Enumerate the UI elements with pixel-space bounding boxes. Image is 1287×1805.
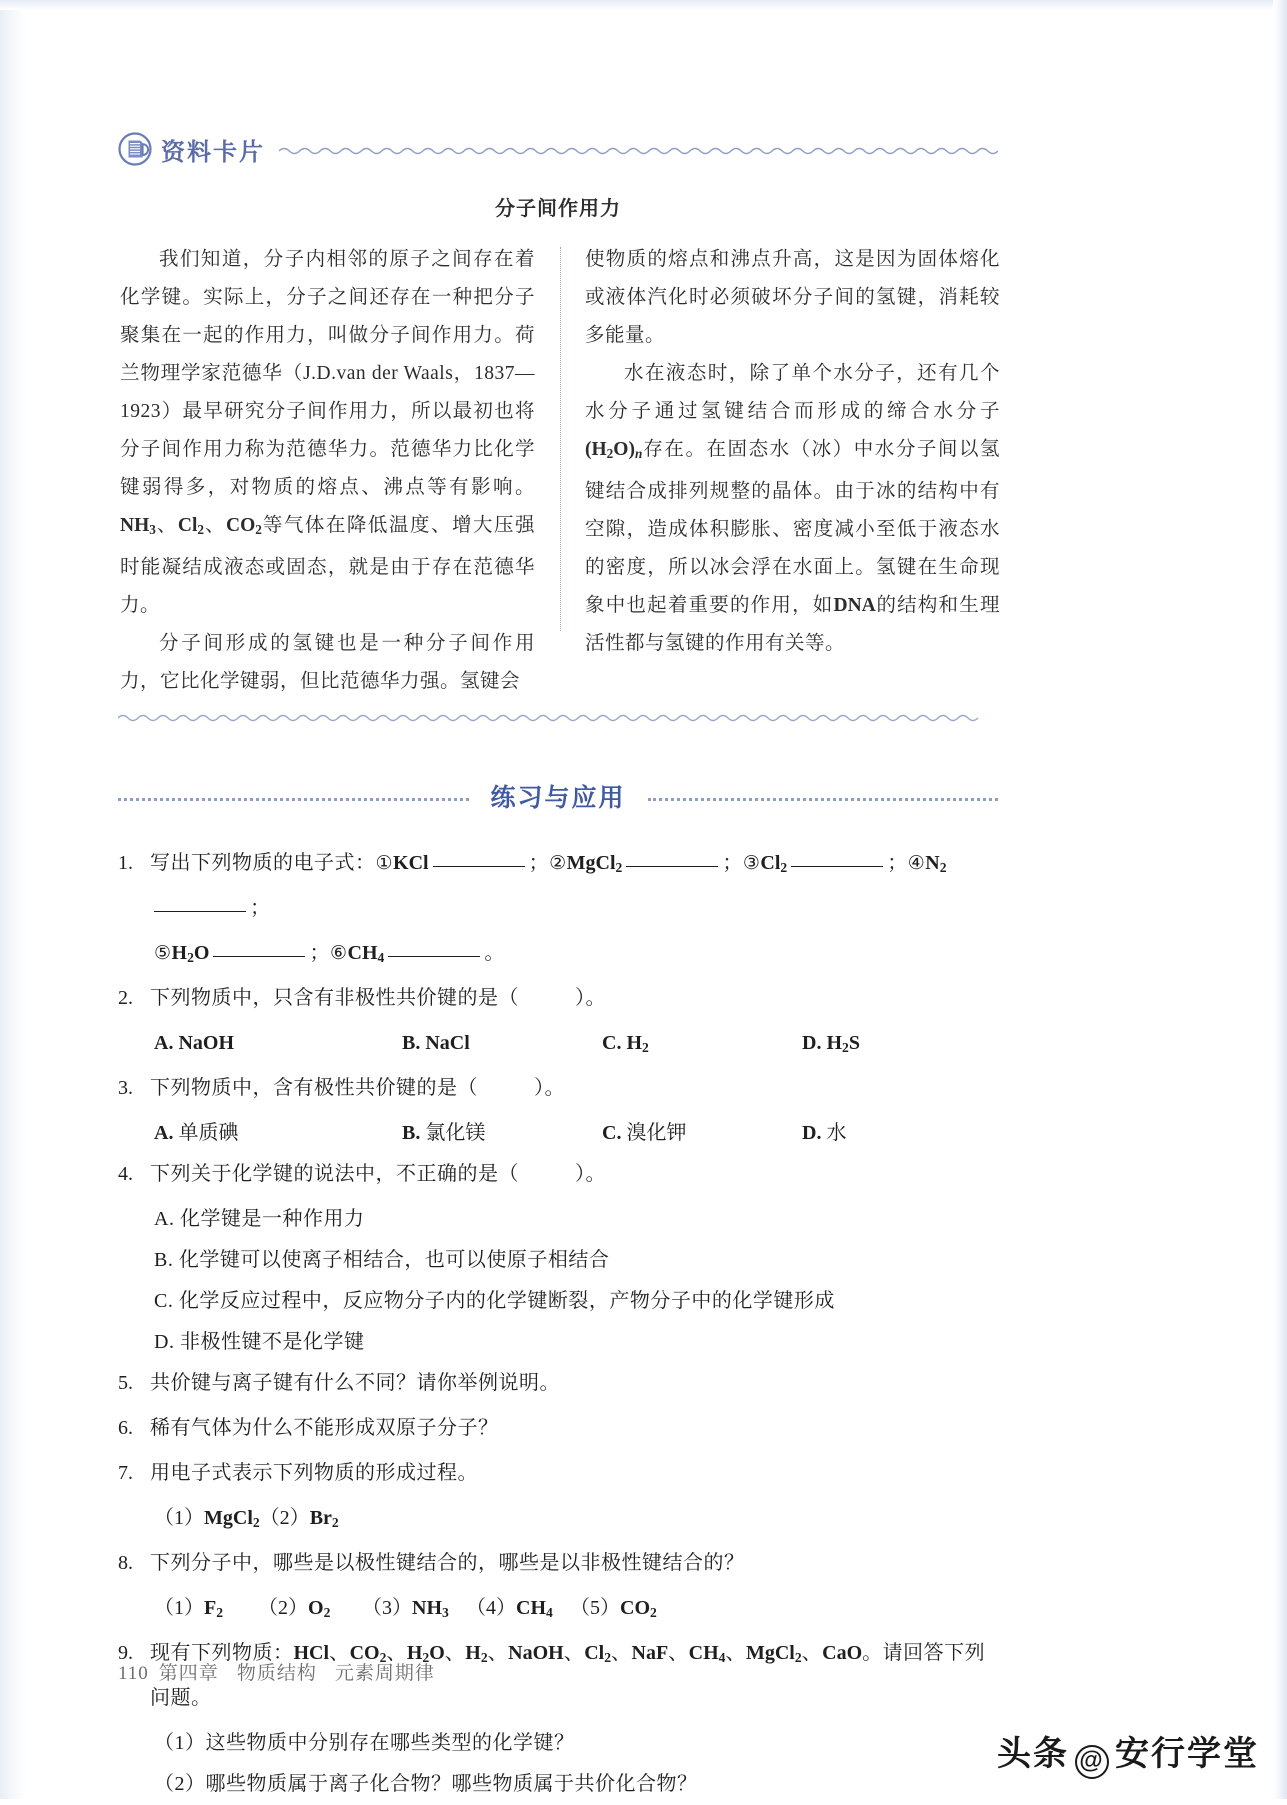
option-d[interactable]: D. 水 (802, 1121, 847, 1144)
question-stem: 下列分子中，哪些是以极性键结合的，哪些是以非极性键结合的？ (150, 1551, 745, 1574)
subitem-4: $(4)CH_4$ (466, 1596, 553, 1620)
answer-blank[interactable] (388, 956, 480, 957)
separator-6: 。 (484, 941, 505, 964)
choice-a[interactable]: A. 化学键是一种作用力 (154, 1207, 365, 1230)
card-paragraph-right-1: 使物质的熔点和沸点升高，这是因为固体熔化或液体汽化时必须破坏分子间的氢键，消耗较多能量。 (585, 249, 1000, 346)
formula-co2: $CO_2$ (226, 515, 262, 537)
question-stem: 写出下列物质的电子式： (150, 851, 376, 874)
question-number: 7. (118, 1461, 133, 1484)
footer-section-2: 元素周期律 (334, 1663, 435, 1684)
option-b[interactable]: B. 氯化镁 (402, 1121, 486, 1144)
question-stem: 用电子式表示下列物质的形成过程。 (150, 1461, 478, 1484)
watermark-account: 安行学堂 (1115, 1735, 1259, 1773)
question-number: 8. (118, 1551, 133, 1574)
formula-cl2: $Cl_2$ (177, 515, 205, 537)
info-card-header (118, 128, 998, 170)
subitem-1: （1）MgCl$_2$ (154, 1506, 260, 1530)
question-stem-tail: ）。 (575, 986, 606, 1009)
item-marker-4: ④ (907, 851, 926, 874)
question-stem: 下列关于化学键的说法中，不正确的是（ (150, 1162, 519, 1185)
dotted-rule-left (118, 798, 469, 801)
question-2-options (154, 1023, 998, 1068)
question-number: 4. (118, 1162, 133, 1185)
question-stem-prefix: 现有下列物质： (150, 1641, 294, 1664)
column-divider (535, 241, 585, 701)
separator-2: ； (722, 851, 743, 874)
question-number: 3. (118, 1076, 133, 1099)
answer-blank[interactable] (791, 866, 883, 867)
card-left-text-b: 等气体在降低温度、增大压强时能凝结成液态或固态，就是由于存在范德华力。 (120, 515, 535, 616)
subitem-1: $(1)F_2$ (154, 1596, 224, 1620)
subitem-3: $(3)NH_3$ (362, 1596, 449, 1620)
subquestion-2: （2）哪些物质属于离子化合物？哪些物质属于共价化合物？ (154, 1772, 698, 1795)
substance-6: $Cl_2$ (584, 1641, 611, 1665)
question-item-9: 9. 现有下列物质：HCl、$CO_2$、$H_2O$、$H_2$、NaOH、$Cl_2$、NaF、$CH_4$、MgCl$_2$、CaO。请回答下列问题。 （1）这些物质中分别存在哪些类型的化学键？ （2）哪些物质属于离子化合物？哪些物质属于共价化合物？ (118, 1633, 998, 1805)
item-marker-5: ⑤ (154, 941, 172, 964)
subitem-2: $(2)O_2$ (258, 1596, 331, 1620)
at-symbol-icon: @ (1075, 1745, 1109, 1779)
formula-h2o: $H_2O$ (171, 941, 210, 965)
question-stem-suffix: 。请回答下列问题。 (150, 1641, 986, 1709)
option-c[interactable]: C. $H_2$ (602, 1031, 649, 1055)
question-number: 2. (118, 986, 133, 1009)
substance-2: $CO_2$ (349, 1641, 387, 1665)
info-card-columns (118, 241, 998, 701)
formula-cl2: $Cl_2$ (760, 851, 788, 875)
formula-h2o-n: $(H_2O)_n$ (585, 439, 643, 461)
question-stem: 下列物质中，含有极性共价键的是（ (150, 1076, 478, 1099)
question-item-5 (118, 1363, 998, 1404)
info-card-left-column (120, 241, 535, 701)
formula-kcl: KCl (393, 851, 429, 874)
document-card-icon (118, 132, 152, 166)
formula-nh3: $NH_3$ (120, 515, 156, 537)
question-stem-tail: ）。 (534, 1076, 565, 1099)
answer-blank[interactable] (626, 866, 718, 867)
question-item-1 (118, 843, 998, 978)
info-card-right-column (585, 241, 1000, 701)
choice-c[interactable]: C. 化学反应过程中，反应物分子内的化学键断裂，产物分子中的化学键形成 (154, 1289, 835, 1312)
option-b[interactable]: B. NaCl (402, 1031, 470, 1054)
footer-section-1: 物质结构 (236, 1663, 317, 1684)
question-number: 5. (118, 1371, 133, 1394)
card-wave-divider-bottom (118, 711, 998, 725)
card-paragraph-right-2 (585, 355, 1000, 663)
watermark-brand: 头条 (997, 1735, 1069, 1773)
substance-9: MgCl$_2$ (745, 1641, 802, 1665)
substance-7: NaF (631, 1641, 669, 1664)
page-content (118, 0, 998, 1805)
page-edge-right (1273, 0, 1287, 1799)
page-footer (118, 1658, 435, 1685)
formula-ch4: $CH_4$ (347, 941, 385, 965)
formula-n2: $N_2$ (925, 851, 947, 875)
question-item-2 (118, 978, 998, 1068)
question-stem-tail: ）。 (575, 1162, 606, 1185)
item-marker-3: ③ (742, 851, 761, 874)
card-paragraph-left-1: 我们知道，分子内相邻的原子之间存在着化学键。实际上，分子之间还存在一种把分子聚集在一起的作用力，叫做分子间作用力。荷兰物理学家范德华（J.D.van der Waals，1837—1923）最早研究分子间作用力，所以最初也将分子间作用力称为范德华力。范德华力比化学键弱得多，对物质的熔点、沸点等有影响。$NH_3$、$Cl_2$、$CO_2$等气体在降低温度、增大压强时能凝结成液态或固态，就是由于存在范德华力。 (120, 249, 535, 616)
card-wave-divider-top (279, 144, 998, 158)
substance-5: NaOH (508, 1641, 564, 1664)
info-card-title: 分子间作用力 (495, 198, 621, 220)
question-number: 6. (118, 1416, 133, 1439)
question-7-subitems (154, 1498, 998, 1543)
option-d[interactable]: D. $H_2S$ (802, 1031, 860, 1055)
dotted-rule-right (648, 798, 999, 801)
exercise-section-header (118, 777, 998, 815)
question-item-3 (118, 1068, 998, 1154)
subitem-5: $(5)CO_2$ (570, 1596, 657, 1620)
footer-page-number: 110 (118, 1663, 149, 1684)
separator-5: ； (309, 941, 330, 964)
choice-d[interactable]: D. 非极性键不是化学键 (154, 1330, 365, 1353)
item-marker-6: ⑥ (329, 941, 348, 964)
separator-3: ； (887, 851, 908, 874)
card-right-text-a: 水在液态时，除了单个水分子，还有几个水分子通过氢键结合而形成的缔合水分子 (585, 363, 1000, 422)
option-a[interactable]: A. 单质碘 (154, 1121, 239, 1144)
substance-3: $H_2O$ (406, 1641, 445, 1665)
question-item-6 (118, 1408, 998, 1449)
question-stem: 共价键与离子键有什么不同？请你举例说明。 (150, 1371, 560, 1394)
question-stem: 下列物质中，只含有非极性共价键的是（ (150, 986, 519, 1009)
answer-blank[interactable] (154, 911, 246, 912)
substance-1: HCl (293, 1641, 330, 1664)
answer-blank[interactable] (213, 956, 305, 957)
card-right-text-b: 存在。在固态水（冰）中水分子间以氢键结合成排列规整的晶体。由于冰的结构中有空隙，造成体积膨胀、密度减小至低于液态水的密度，所以冰会浮在水面上。氢键在生命现象中也起着重要的作用，如 (585, 439, 1000, 616)
exercise-section-title: 练习与应用 (490, 783, 626, 812)
formula-mgcl2: MgCl$_2$ (566, 851, 623, 875)
option-c[interactable]: C. 溴化钾 (602, 1121, 687, 1144)
watermark (997, 1726, 1259, 1779)
question-item-8 (118, 1543, 998, 1633)
question-stem: 稀有气体为什么不能形成双原子分子？ (150, 1416, 499, 1439)
subitem-2: $(2)Br_2$ (259, 1506, 339, 1530)
substance-10: CaO (822, 1641, 863, 1664)
formula-dna: DNA (833, 594, 876, 616)
question-number: 9. (118, 1641, 133, 1664)
answer-blank[interactable] (433, 866, 525, 867)
subquestion-1: （1）这些物质中分别存在哪些类型的化学键？ (154, 1731, 575, 1754)
card-left-text-a: 我们知道，分子内相邻的原子之间存在着化学键。实际上，分子之间还存在一种把分子聚集在一起的作用力，叫做分子间作用力。荷兰物理学家范德华（J.D.van der Waals，1837—1923）最早研究分子间作用力，所以最初也将分子间作用力称为范德华力。范德华力比化学键弱得多，对物质的熔点、沸点等有影响。 (120, 249, 535, 498)
footer-chapter: 第四章 (158, 1663, 219, 1684)
card-paragraph-left-2: 分子间形成的氢键也是一种分子间作用力，它比化学键弱，但比范德华力强。氢键会 (120, 632, 535, 692)
item-marker-1: ① (375, 851, 394, 874)
choice-b[interactable]: B. 化学键可以使离子相结合，也可以使原子相结合 (154, 1248, 610, 1271)
item-marker-2: ② (549, 851, 567, 874)
question-item-4 (118, 1154, 998, 1363)
question-3-options (154, 1113, 998, 1154)
separator-4: ； (250, 896, 271, 919)
info-card-label: 资料卡片 (161, 138, 265, 166)
substance-8: $CH_4$ (688, 1641, 726, 1665)
question-8-subitems (154, 1588, 998, 1633)
option-a[interactable]: A. NaOH (154, 1031, 235, 1054)
substance-4: $H_2$ (465, 1641, 488, 1665)
question-item-7 (118, 1453, 998, 1543)
separator-1: ； (528, 851, 550, 874)
question-number: 1. (118, 851, 133, 874)
card-right-text-c: 的结构和生理活性都与氢键的作用有关等。 (585, 594, 1000, 654)
question-1-line-2 (154, 933, 998, 978)
